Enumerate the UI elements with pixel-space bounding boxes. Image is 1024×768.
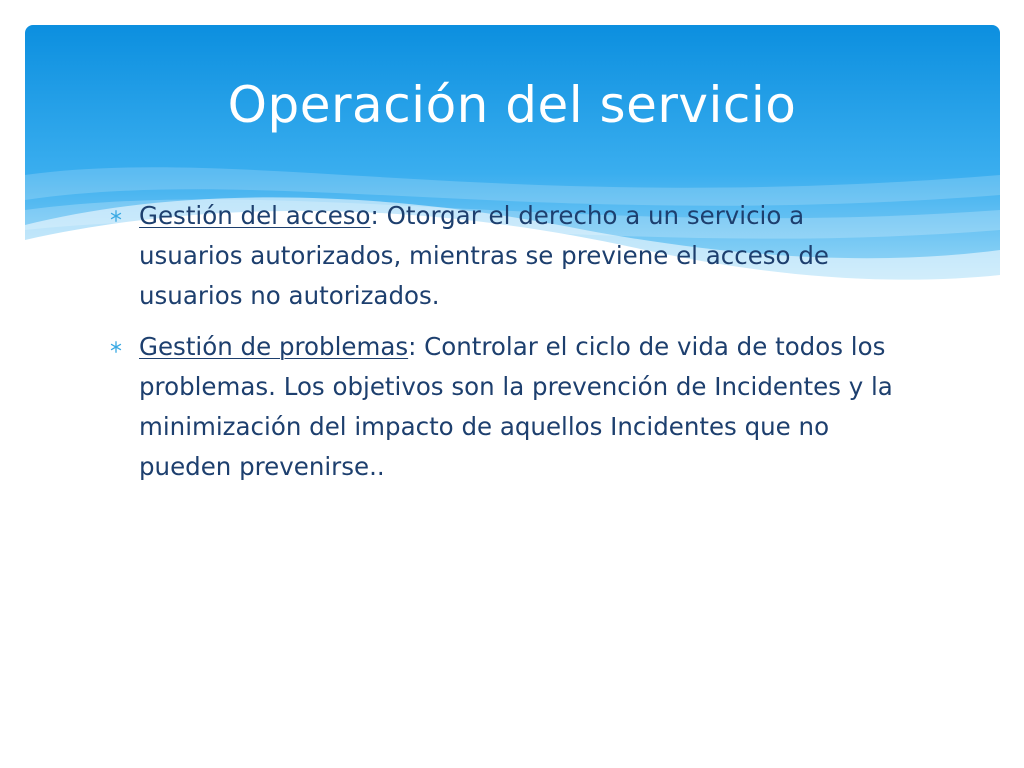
asterisk-bullet-icon <box>108 196 126 236</box>
bullet-term: Gestión de problemas <box>139 332 409 361</box>
bullet-term: Gestión del acceso <box>139 201 371 230</box>
bullet-separator: : <box>370 201 379 230</box>
slide-title: Operación del servicio <box>227 76 797 134</box>
bullet-list <box>108 196 908 498</box>
bullet-text: Controlar el ciclo de vida de todos los problemas. Los objetivos son la prevención de Incidentes y la minimización del impacto de aquellos Incidentes que no pueden prevenirse.. <box>139 332 893 481</box>
list-item <box>108 327 908 487</box>
asterisk-bullet-icon <box>108 327 126 367</box>
bullet-text: Otorgar el derecho a un servicio a usuarios autorizados, mientras se previene el acceso de usuarios no autorizados. <box>139 201 829 310</box>
bullet-separator: : <box>408 332 417 361</box>
list-item <box>108 196 908 316</box>
